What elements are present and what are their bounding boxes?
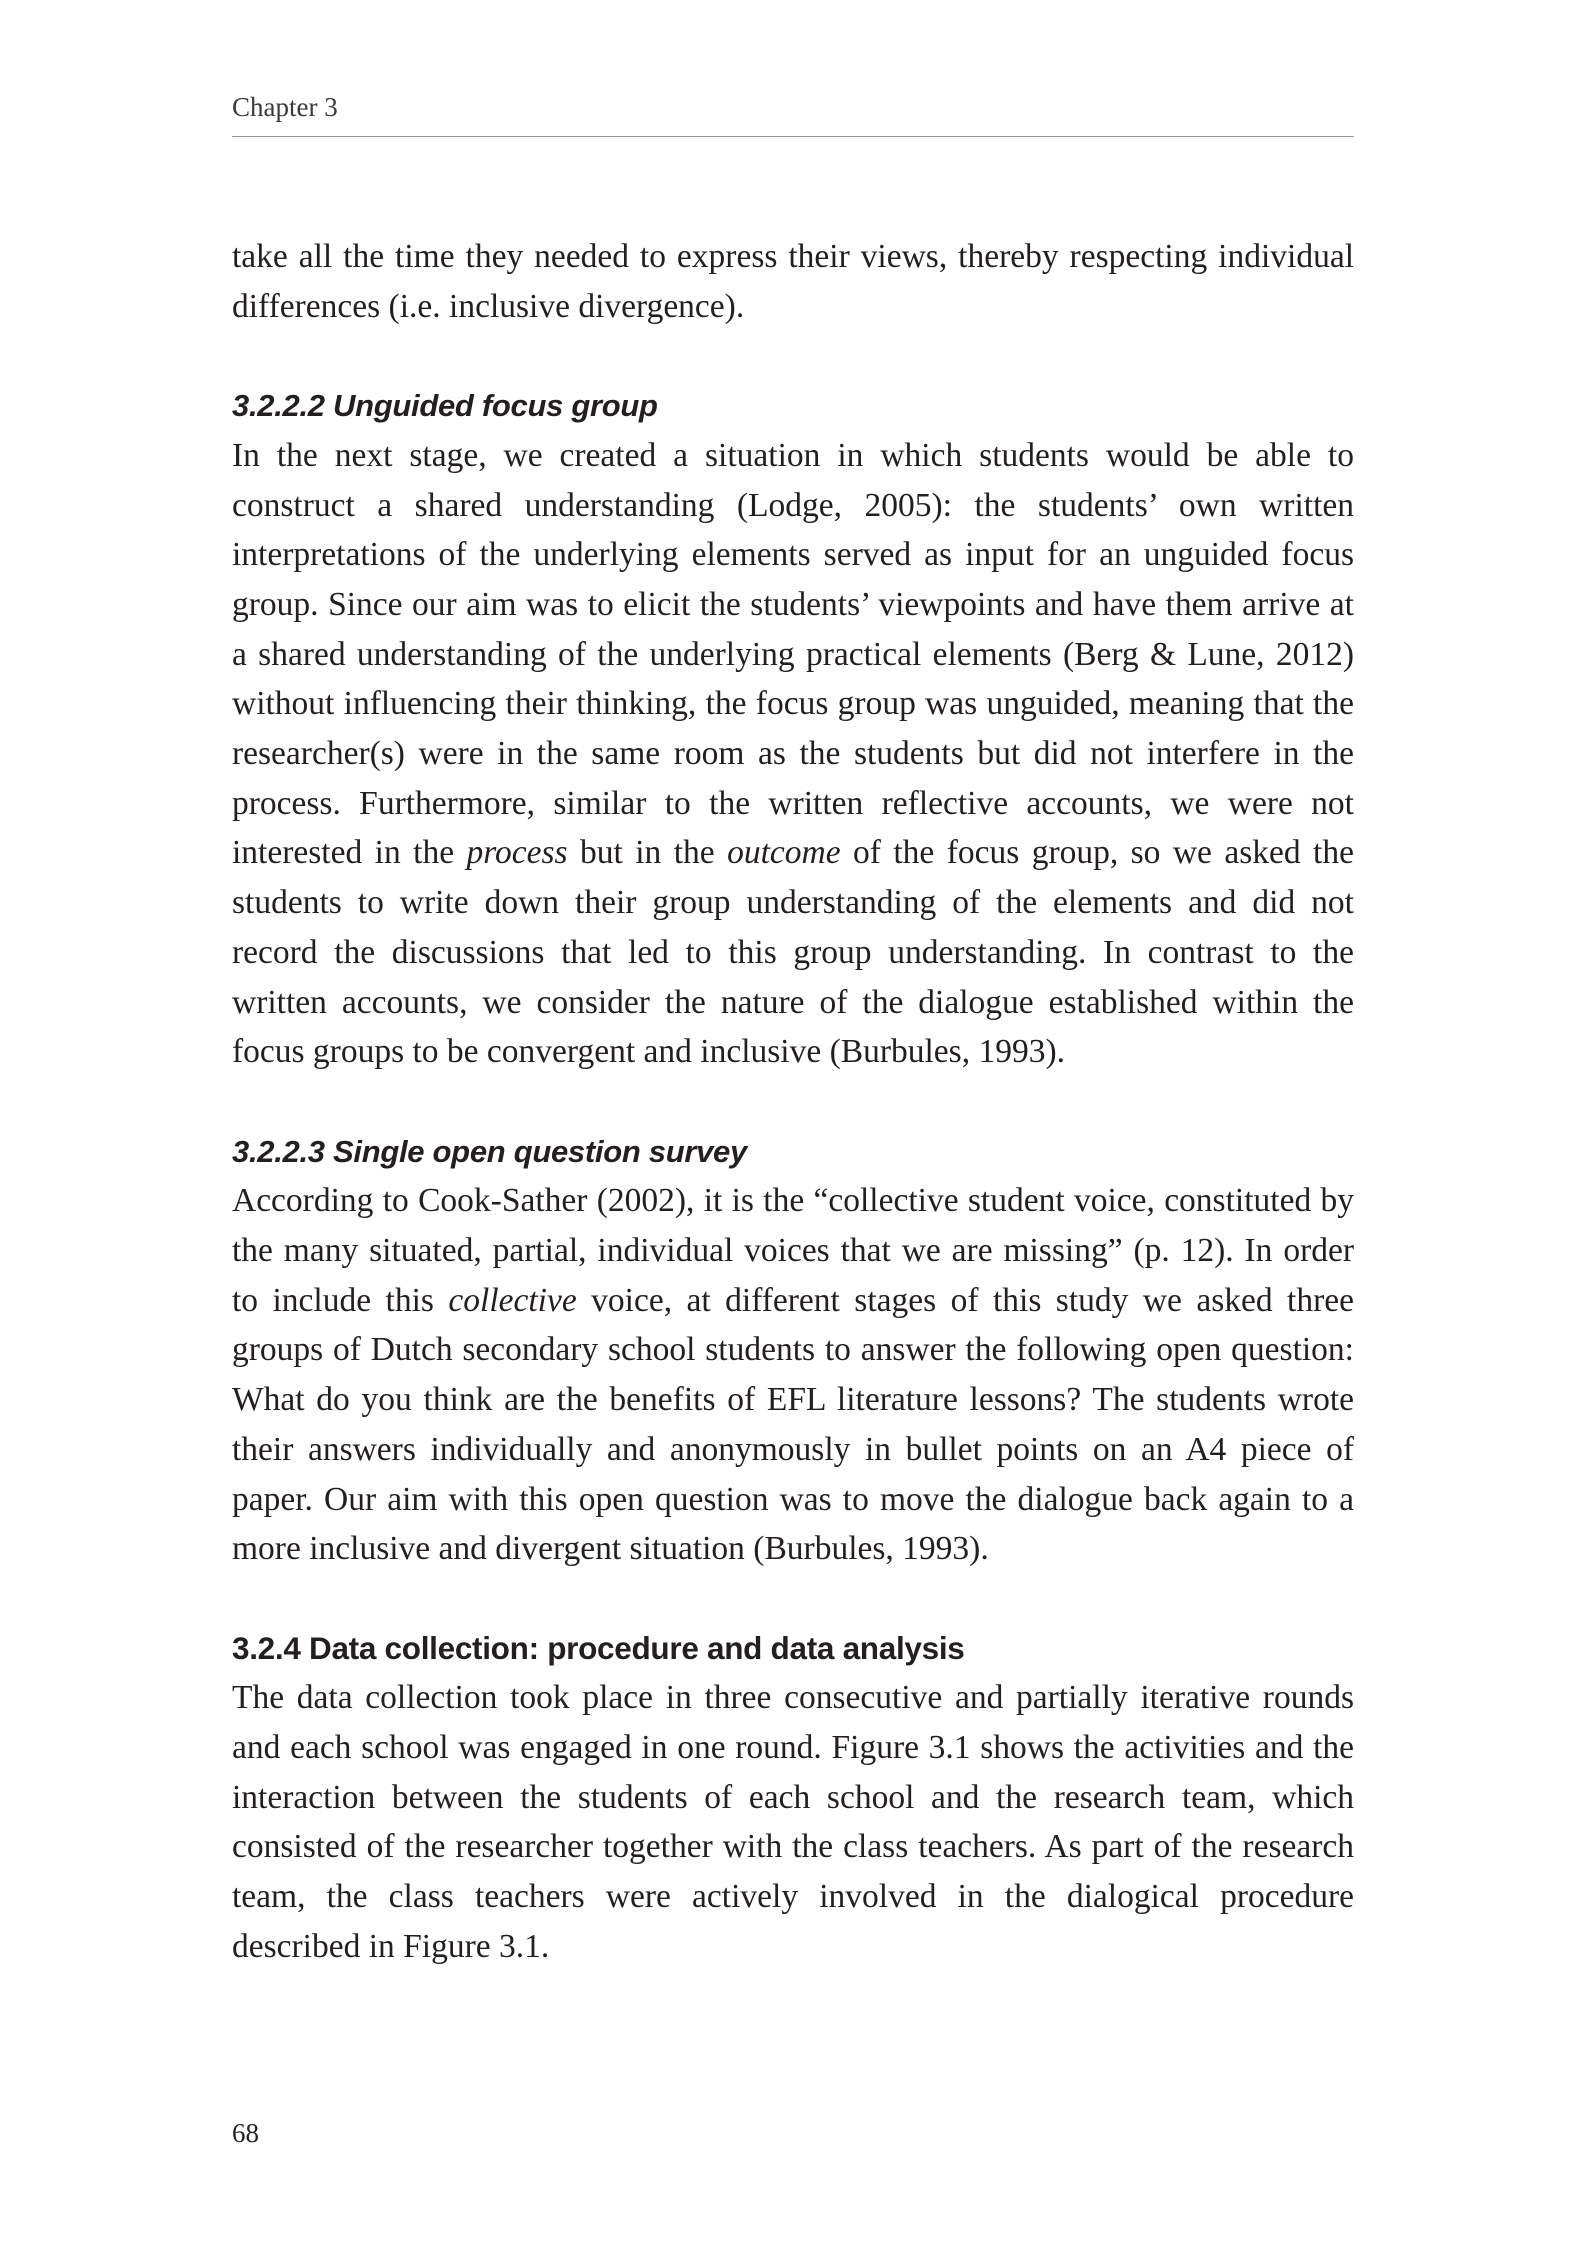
intro-paragraph: take all the time they needed to express their views, thereby respecting individual differences (i.e. inclusive divergence).: [232, 238, 1354, 325]
spacer: [232, 331, 1354, 381]
section-heading-3223: 3.2.2.3 Single open question survey: [232, 1133, 747, 1169]
section-paragraph-3222: [232, 431, 1354, 1077]
spacer: [232, 1574, 1354, 1624]
text-run: In the next stage, we created a situation in which students would be able to construct a shared understanding (Lodge, 2005): the students’ own written interpretations of the underlying elements served as input for an unguided focus group. Since our aim was to elicit the students’ viewpoints and have them arrive at a shared understanding of the underlying practical elements (Berg & Lune, 2012) without influencing their thinking, the focus group was unguided, meaning that the researcher(s) were in the same room as the students but did not interfere in the process. Furthermore, similar to the written reflective accounts, we were not interested in the: [232, 436, 1354, 872]
spacer: [232, 1077, 1354, 1127]
emphasis-outcome: outcome: [727, 834, 841, 872]
text-run: According to Cook-Sather (2002), it is the “collective student voice, constituted by the many situated, partial, individual voices that we are missing” (p. 12). In order to include this: [232, 1182, 1354, 1319]
text-run: of the focus group, so we asked the students to write down their group understanding of the elements and did not record the discussions that led to this group understanding. In contrast to the written accounts, we consider the nature of the dialogue established within the focus groups to be convergent and inclusive (Burbules, 1993).: [232, 834, 1354, 1071]
text-run: but in the: [567, 834, 728, 872]
section-paragraph-324: The data collection took place in three consecutive and partially iterative rounds and each school was engaged in one round. Figure 3.1 shows the activities and the interaction between the students of each school and the research team, which consisted of the researcher together with the class teachers. As part of the research team, the class teachers were actively involved in the dialogical procedure described in Figure 3.1.: [232, 1679, 1354, 1965]
section-heading-324: 3.2.4 Data collection: procedure and data analysis: [232, 1629, 965, 1666]
emphasis-collective: collective: [448, 1281, 577, 1319]
running-header: Chapter 3: [232, 92, 338, 122]
main-content: [232, 232, 1354, 1972]
header-divider: [232, 136, 1354, 137]
section-paragraph-3223: [232, 1176, 1354, 1574]
text-run: voice, at different stages of this study we asked three groups of Dutch secondary school students to answer the following open question: What do you think are the benefits of EFL literature lessons? The students wrote their answers individually and anonymously in bullet points on an A4 piece of paper. Our aim with this open question was to move the dialogue back again to a more inclusive and divergent situation (Burbules, 1993).: [232, 1281, 1354, 1568]
section-heading-3222: 3.2.2.2 Unguided focus group: [232, 388, 658, 424]
page-number: 68: [232, 2118, 259, 2148]
emphasis-process: process: [466, 834, 568, 872]
